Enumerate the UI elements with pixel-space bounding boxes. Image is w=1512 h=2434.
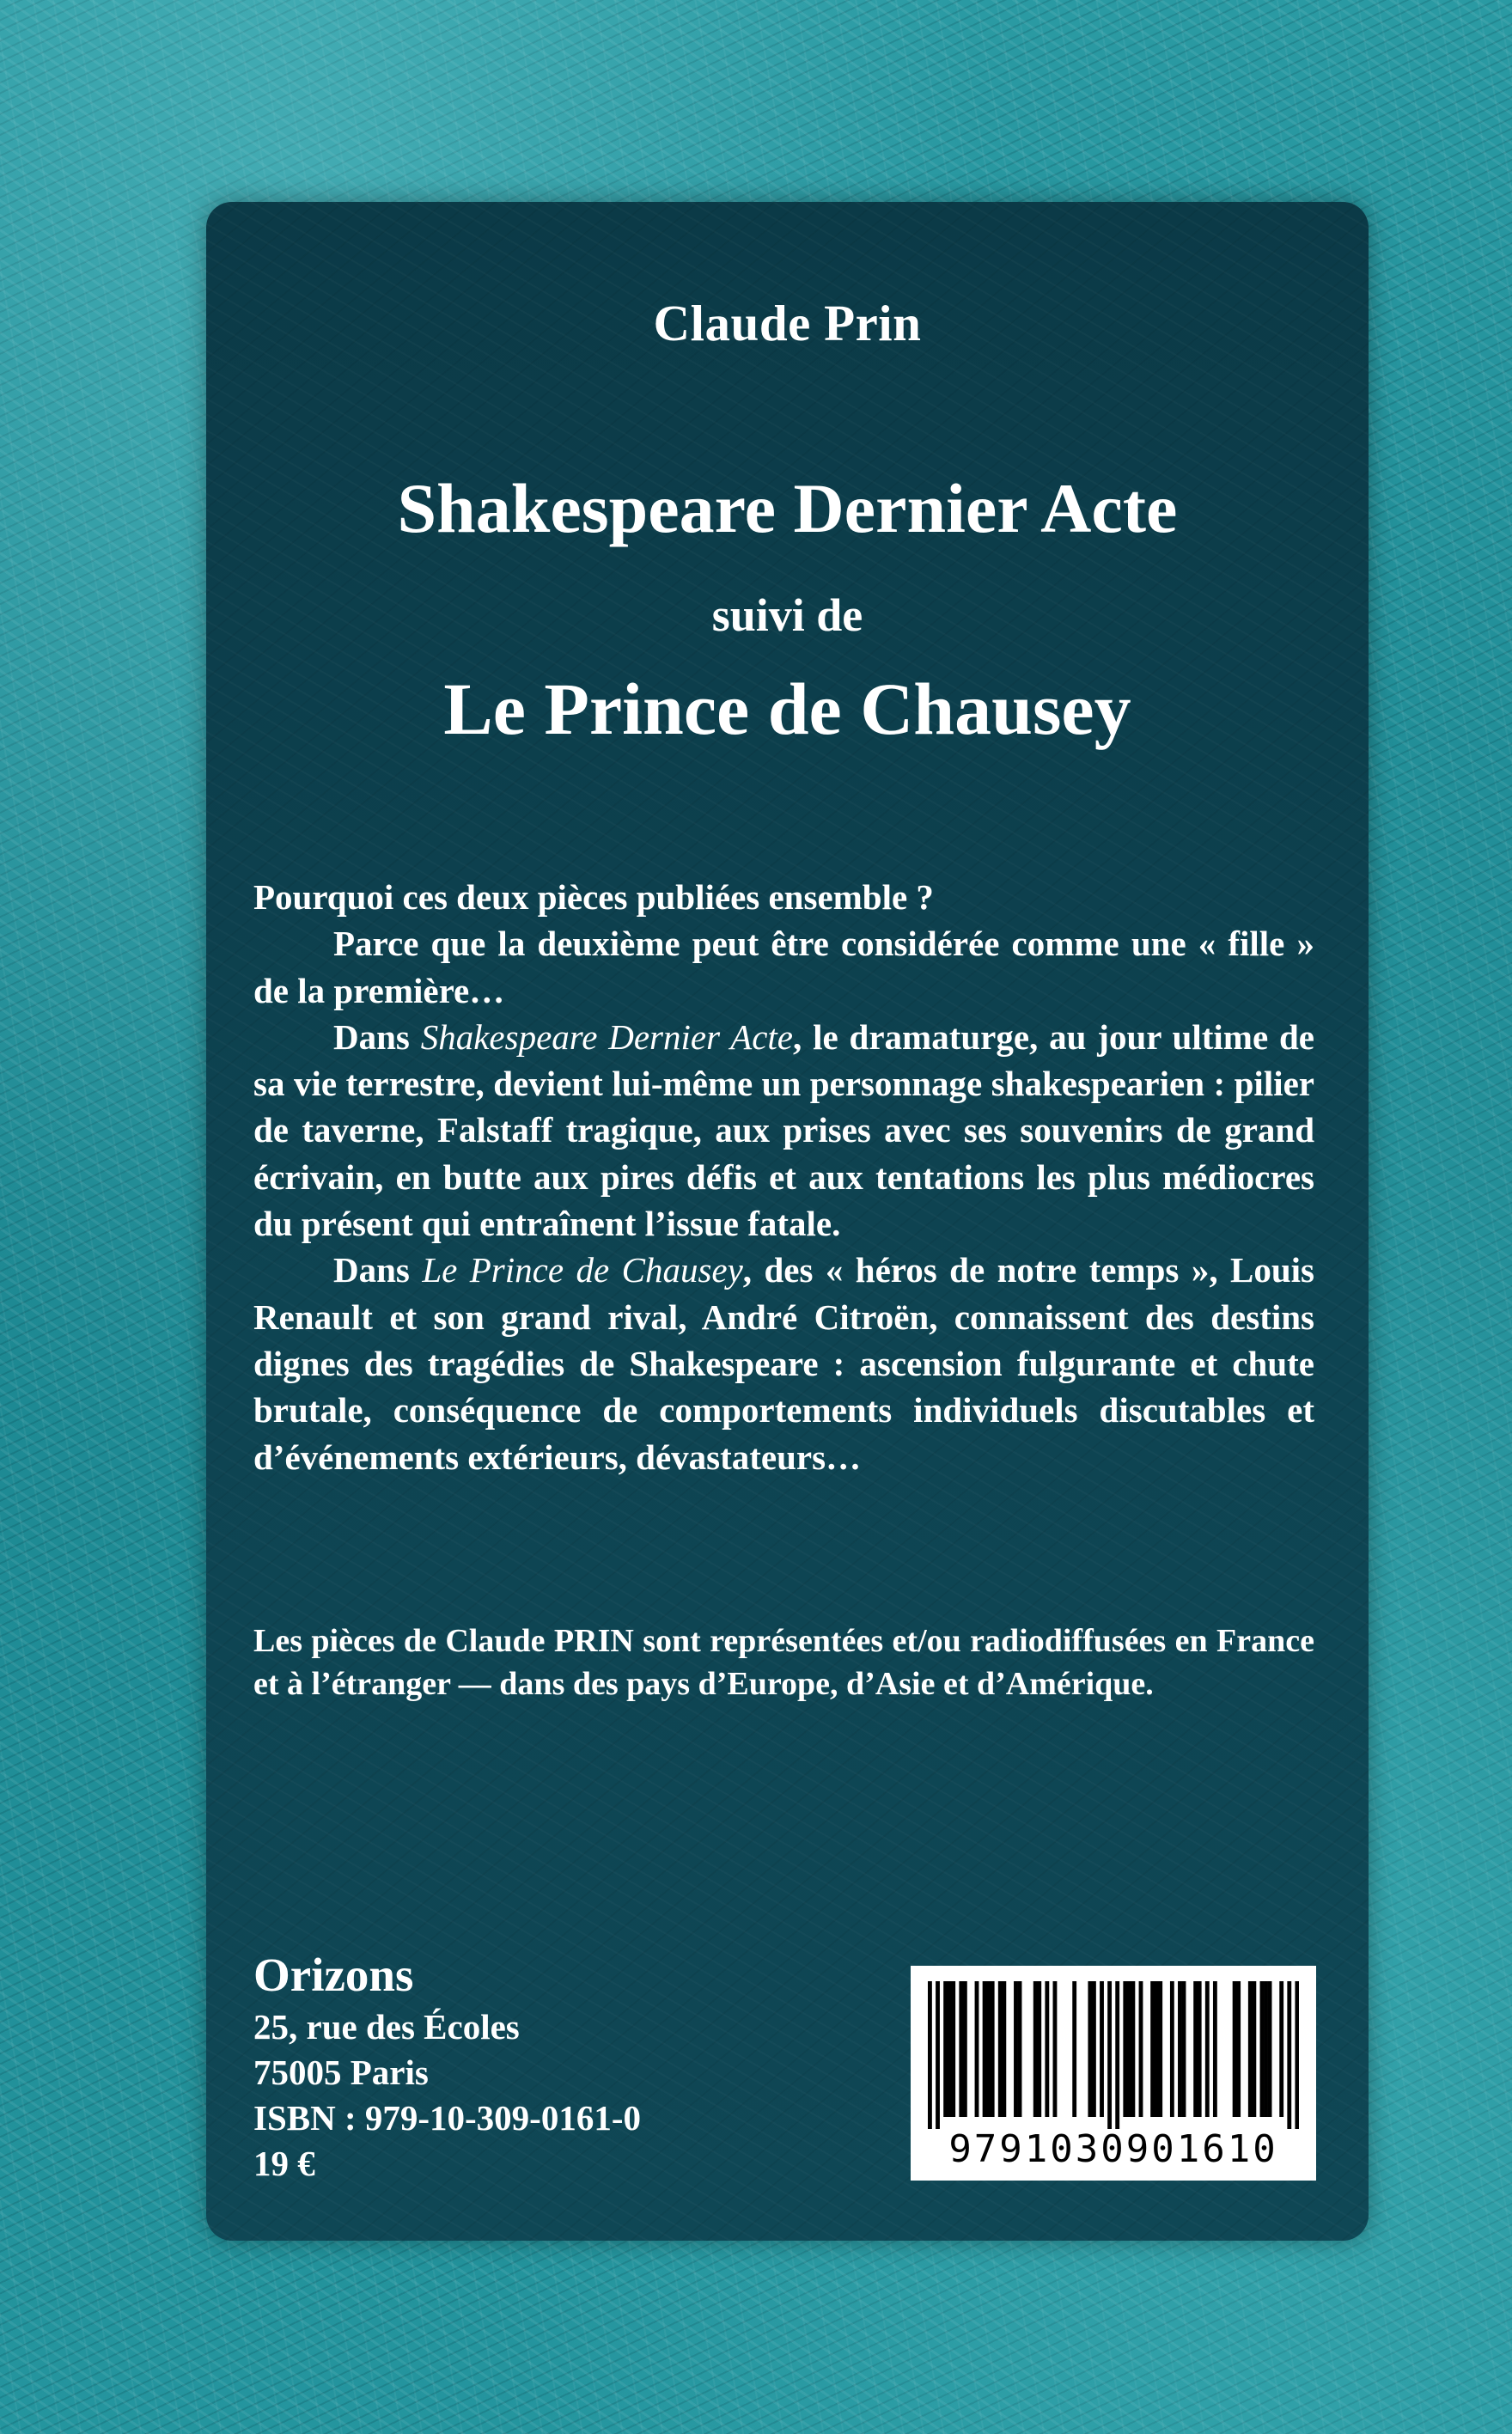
barcode-bar — [1033, 1981, 1038, 2117]
barcode-bar — [1260, 1981, 1265, 2117]
barcode-bar — [1213, 1981, 1217, 2117]
barcode-bar — [1295, 1981, 1299, 2129]
barcode-bar — [1018, 1981, 1022, 2117]
barcode-bar — [1182, 1981, 1186, 2117]
barcode-number: 9791030901610 — [948, 2127, 1278, 2171]
publisher-name: Orizons — [253, 1949, 414, 2001]
author-name: Claude Prin — [653, 295, 922, 351]
blurb-paragraph-4-start: Dans — [333, 1250, 423, 1290]
book-title-1: Shakespeare Dernier Acte — [397, 469, 1178, 547]
barcode-bar — [1252, 1981, 1256, 2117]
barcode-bar — [1178, 1981, 1182, 2117]
barcode-bar — [951, 1981, 955, 2117]
blurb-paragraph-2: Parce que la deuxième peut être considérée comme une « fille » de la première… — [253, 924, 1314, 1010]
barcode-bar — [986, 1981, 991, 2117]
barcode-bar — [1150, 1981, 1155, 2117]
barcode-bar — [1092, 1981, 1096, 2117]
barcode-bar — [1198, 1981, 1202, 2117]
blurb-paragraph-4 — [253, 1247, 1314, 1479]
barcode-bar — [1072, 1981, 1076, 2117]
isbn-text: ISBN : 979-10-309-0161-0 — [253, 2098, 641, 2138]
barcode-bar — [1170, 1981, 1174, 2117]
barcode-bar — [1158, 1981, 1162, 2117]
barcode-bar — [1053, 1981, 1058, 2117]
barcode-bar — [1014, 1981, 1018, 2117]
barcode-bar — [943, 1981, 948, 2117]
barcode-bar — [1123, 1981, 1127, 2117]
blurb — [253, 874, 1314, 1480]
back-cover-panel — [206, 202, 1369, 2241]
barcode-bar — [991, 1981, 995, 2117]
barcode-bar — [1233, 1981, 1237, 2117]
barcode-bar — [1264, 1981, 1268, 2117]
barcode-bar — [1115, 1981, 1119, 2129]
barcode-bar — [928, 1981, 932, 2129]
price-text: 19 € — [253, 2144, 315, 2183]
blurb-paragraph-3 — [253, 1014, 1314, 1247]
author-note: Les pièces de Claude PRIN sont représentées et/ou radiodiffusées en France et à l’étranger — dans des pays d’Europe, d’Asie et d’Amérique. — [253, 1623, 1314, 1702]
blurb-paragraph-1: Pourquoi ces deux pièces publiées ensemble ? — [253, 877, 934, 917]
book-title-2: Le Prince de Chausey — [443, 668, 1131, 750]
blurb-paragraph-4-rest: , des « héros de notre temps », Louis Renault et son grand rival, André Citroën, connaissent des destins dignes des tragédies de Shakespeare : ascension fulgurante et chute brutale, conséquence de comportements individuels discutables et d’événements extérieurs, dévastateurs… — [253, 1250, 1314, 1477]
barcode-bar — [1045, 1981, 1049, 2117]
barcode-bar — [1155, 1981, 1159, 2117]
barcode-bars — [928, 1981, 1299, 2129]
barcode-bar — [1193, 1981, 1198, 2117]
barcode-bar — [1205, 1981, 1210, 2117]
barcode-bar — [1100, 1981, 1104, 2117]
barcode-bar — [1002, 1981, 1006, 2117]
blurb-title-prince: Le Prince de Chausey — [422, 1250, 743, 1290]
barcode-bar — [1279, 1981, 1283, 2117]
blurb-title-shakespeare: Shakespeare Dernier Acte — [420, 1016, 793, 1057]
publisher-city: 75005 Paris — [253, 2053, 429, 2092]
barcode-bar — [1127, 1981, 1131, 2117]
barcode-bar — [963, 1981, 967, 2117]
barcode-bar — [1287, 1981, 1291, 2129]
barcode-bar — [1107, 1981, 1112, 2129]
barcode-bar — [959, 1981, 963, 2117]
publisher-street: 25, rue des Écoles — [253, 2007, 520, 2047]
barcode-bar — [1236, 1981, 1241, 2117]
barcode-bar — [1268, 1981, 1272, 2117]
barcode-bar — [1131, 1981, 1135, 2117]
blurb-paragraph-3-start: Dans — [333, 1016, 421, 1057]
barcode-bar — [936, 1981, 940, 2129]
barcode-bar — [948, 1981, 952, 2117]
barcode-bar — [1248, 1981, 1253, 2117]
barcode-bar — [1037, 1981, 1041, 2117]
publisher-info — [253, 1946, 855, 2187]
barcode-bar — [1139, 1981, 1143, 2117]
title-connector: suivi de — [711, 589, 863, 641]
barcode-bar — [1088, 1981, 1092, 2117]
barcode-bar — [975, 1981, 979, 2117]
blurb-paragraph-3-rest: , le dramaturge, au jour ultime de sa vie terrestre, devient lui-même un personnage shakespearien : pilier de taverne, Falstaff tragique, aux prises avec ses souvenirs de grand écrivain, en butte aux pires défis et aux tentations les plus médiocres du présent qui entraînent l’issue fatale. — [253, 1016, 1314, 1244]
barcode-bar — [998, 1981, 1003, 2117]
barcode-bar — [983, 1981, 987, 2117]
barcode — [911, 1966, 1316, 2181]
